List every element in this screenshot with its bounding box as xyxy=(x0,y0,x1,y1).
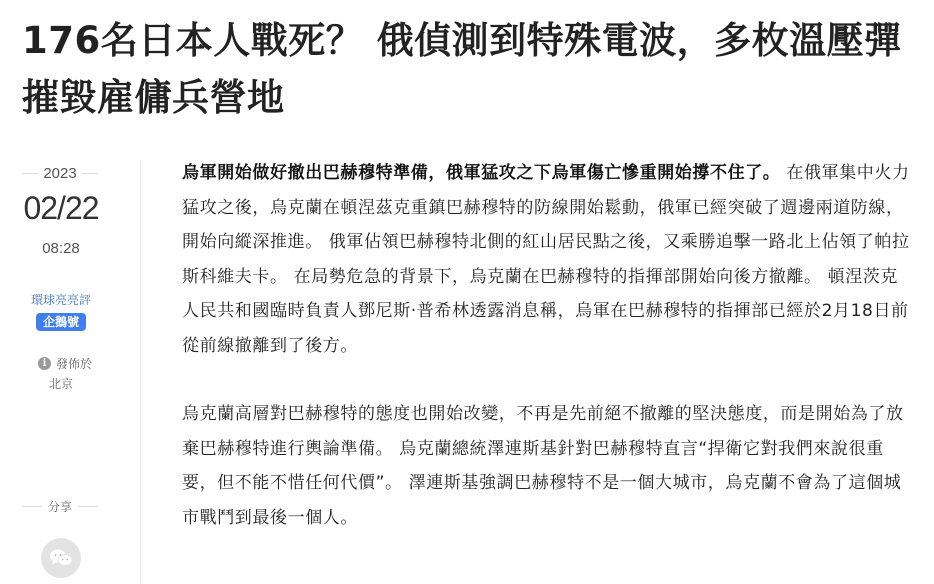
publish-time: 08:28 xyxy=(42,240,80,257)
year-row xyxy=(22,164,98,182)
publish-date: 02/22 xyxy=(23,190,99,226)
author-badge: 企鵝號 xyxy=(36,313,86,331)
published-from xyxy=(30,354,100,372)
publish-year: 2023 xyxy=(43,164,77,182)
article-body xyxy=(182,156,912,535)
share-divider-right xyxy=(78,506,98,507)
wechat-share-button[interactable] xyxy=(41,538,81,578)
share-row xyxy=(22,497,98,515)
author-link[interactable]: 環球亮亮評 xyxy=(30,293,91,307)
paragraph-1 xyxy=(182,156,912,363)
share-divider-left xyxy=(22,506,42,507)
paragraph-2-text: 烏克蘭高層對巴赫穆特的態度也開始改變，不再是先前絕不撤離的堅決態度，而是開始為了放棄巴赫穆特進行輿論準備。 烏克蘭總統澤連斯基針對巴赫穆特直言“捍衛它對我們來說很重要，但不能不惜任何代價”。 澤連斯基強調巴赫穆特不是一個大城市，烏克蘭不會為了這個城市戰鬥到最後一個人。 xyxy=(182,404,904,528)
publish-location: 北京 xyxy=(48,377,73,391)
published-label: 發佈於 xyxy=(55,356,92,371)
wechat-icon xyxy=(49,548,73,568)
year-divider-left xyxy=(22,173,38,174)
info-icon: i xyxy=(38,357,51,370)
share-label: 分享 xyxy=(48,499,73,514)
paragraph-1-lead: 烏軍開始做好撤出巴赫穆特準備，俄軍猛攻之下烏軍傷亡慘重開始撐不住了。 xyxy=(182,163,781,183)
year-divider-right xyxy=(82,173,98,174)
paragraph-1-text: 在俄軍集中火力猛攻之後，烏克蘭在頓涅茲克重鎮巴赫穆特的防線開始鬆動，俄軍已經突破了週邊兩道防線，開始向縱深推進。 俄軍佔領巴赫穆特北側的紅山居民點之後，又乘勝追擊一路北上佔領了帕拉斯科維夫卡。 在局勢危急的背景下，烏克蘭在巴赫穆特的指揮部開始向後方撤離。 頓涅茨克人民共和國臨時負責人鄧尼斯·普希林透露消息稱，烏軍在巴赫穆特的指揮部已經於2月18日前從前線撤離到了後方。 xyxy=(182,163,910,356)
article-title: 176名日本人戰死？ 俄偵測到特殊電波，多枚溫壓彈摧毀雇傭兵營地 xyxy=(22,19,902,119)
sidebar-divider xyxy=(140,160,141,584)
paragraph-2 xyxy=(182,397,912,535)
